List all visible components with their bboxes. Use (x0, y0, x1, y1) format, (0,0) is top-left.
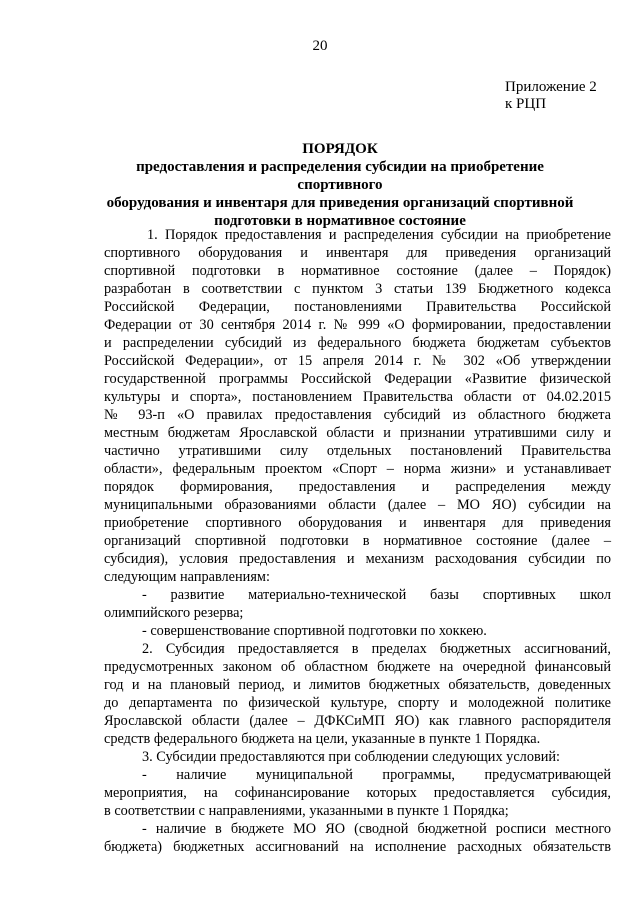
body-line: разработан в соответствии с пунктом 3 статьи 139 Бюджетного кодекса (104, 281, 611, 297)
body-line: 1. Порядок предоставления и распределения субсидии на приобретение (147, 227, 611, 243)
body-line: бюджета) бюджетных ассигнований на исполнение расходных обязательств (104, 839, 611, 855)
body-line: культуры и спорта», постановлением Правительства области от 04.02.2015 (104, 389, 611, 405)
body-line: до департамента по физической культуре, спорту и молодежной политике (104, 695, 611, 711)
body-line: области», федеральным проектом «Спорт – норма жизни» и устанавливает (104, 461, 611, 477)
body-line: порядок формирования, предоставления и распределения между (104, 479, 611, 495)
body-line: Российской Федерации», от 15 апреля 2014 г. № 302 «Об утверждении (104, 353, 611, 369)
body-line: олимпийского резерва; (104, 605, 244, 621)
body-line: 2. Субсидия предоставляется в пределах бюджетных ассигнований, (142, 641, 611, 657)
body-line: государственной программы Российской Федерации «Развитие физической (104, 371, 611, 387)
appendix-line-1: Приложение 2 (505, 79, 597, 95)
body-line: приобретение спортивного оборудования и инвентаря для приведения (104, 515, 611, 531)
body-line: № 93-п «О правилах предоставления субсидий из областного бюджета (104, 407, 611, 423)
body-line: 3. Субсидии предоставляются при соблюдении следующих условий: (142, 749, 560, 765)
body-line: Ярославской области (далее – ДФКСиМП ЯО) как главного распорядителя (104, 713, 611, 729)
title-line-3: подготовки в нормативное состояние (214, 213, 466, 229)
title-main: ПОРЯДОК (302, 141, 378, 157)
body-line: Российской Федерации, постановлениями Правительства Российской (104, 299, 611, 315)
body-line: - совершенствование спортивной подготовки по хоккею. (142, 623, 487, 639)
body-line: мероприятия, на софинансирование которых предоставляется субсидия, (104, 785, 611, 801)
body-line: предусмотренных законом об областном бюджете на очередной финансовый (104, 659, 611, 675)
title-line-2: оборудования и инвентаря для приведения организаций спортивной (106, 195, 574, 211)
body-line: средств федерального бюджета на цели, указанные в пункте 1 Порядка. (104, 731, 541, 747)
page-number: 20 (312, 38, 328, 54)
title-line-1: предоставления и распределения субсидии на приобретение спортивного (136, 159, 544, 193)
body-line: муниципальными образованиями области (далее – МО ЯО) субсидии на (104, 497, 611, 513)
body-line: следующим направлениям: (104, 569, 270, 585)
body-line: местным бюджетам Ярославской области и признании утратившими силу и (104, 425, 611, 441)
body-line: организаций спортивной подготовки в нормативное состояние (далее – (104, 533, 611, 549)
body-line: частично утратившими силу отдельных постановлений Правительства (104, 443, 611, 459)
body-line: субсидия), условия предоставления и механизм расходования субсидии по (104, 551, 611, 567)
appendix-line-2: к РЦП (505, 96, 547, 112)
document-body (104, 226, 611, 856)
body-line: спортивного оборудования и инвентаря для приведения организаций (104, 245, 611, 261)
body-line: - развитие материально-технической базы спортивных школ (142, 587, 611, 603)
body-line: год и на плановый период, и лимитов бюджетных обязательств, доведенных (104, 677, 611, 693)
body-line: Федерации от 30 сентября 2014 г. № 999 «О формировании, предоставлении (104, 317, 611, 333)
body-line: и распределении субсидий из федерального бюджета бюджетам субъектов (104, 335, 611, 351)
document-title (100, 140, 580, 230)
appendix-note (505, 79, 597, 113)
body-line: спортивной подготовки в нормативное состояние (далее – Порядок) (104, 263, 611, 279)
body-line: в соответствии с направлениями, указанными в пункте 1 Порядка; (104, 803, 509, 819)
body-line: - наличие в бюджете МО ЯО (сводной бюджетной росписи местного (142, 821, 611, 837)
body-line: - наличие муниципальной программы, предусматривающей (142, 767, 611, 783)
